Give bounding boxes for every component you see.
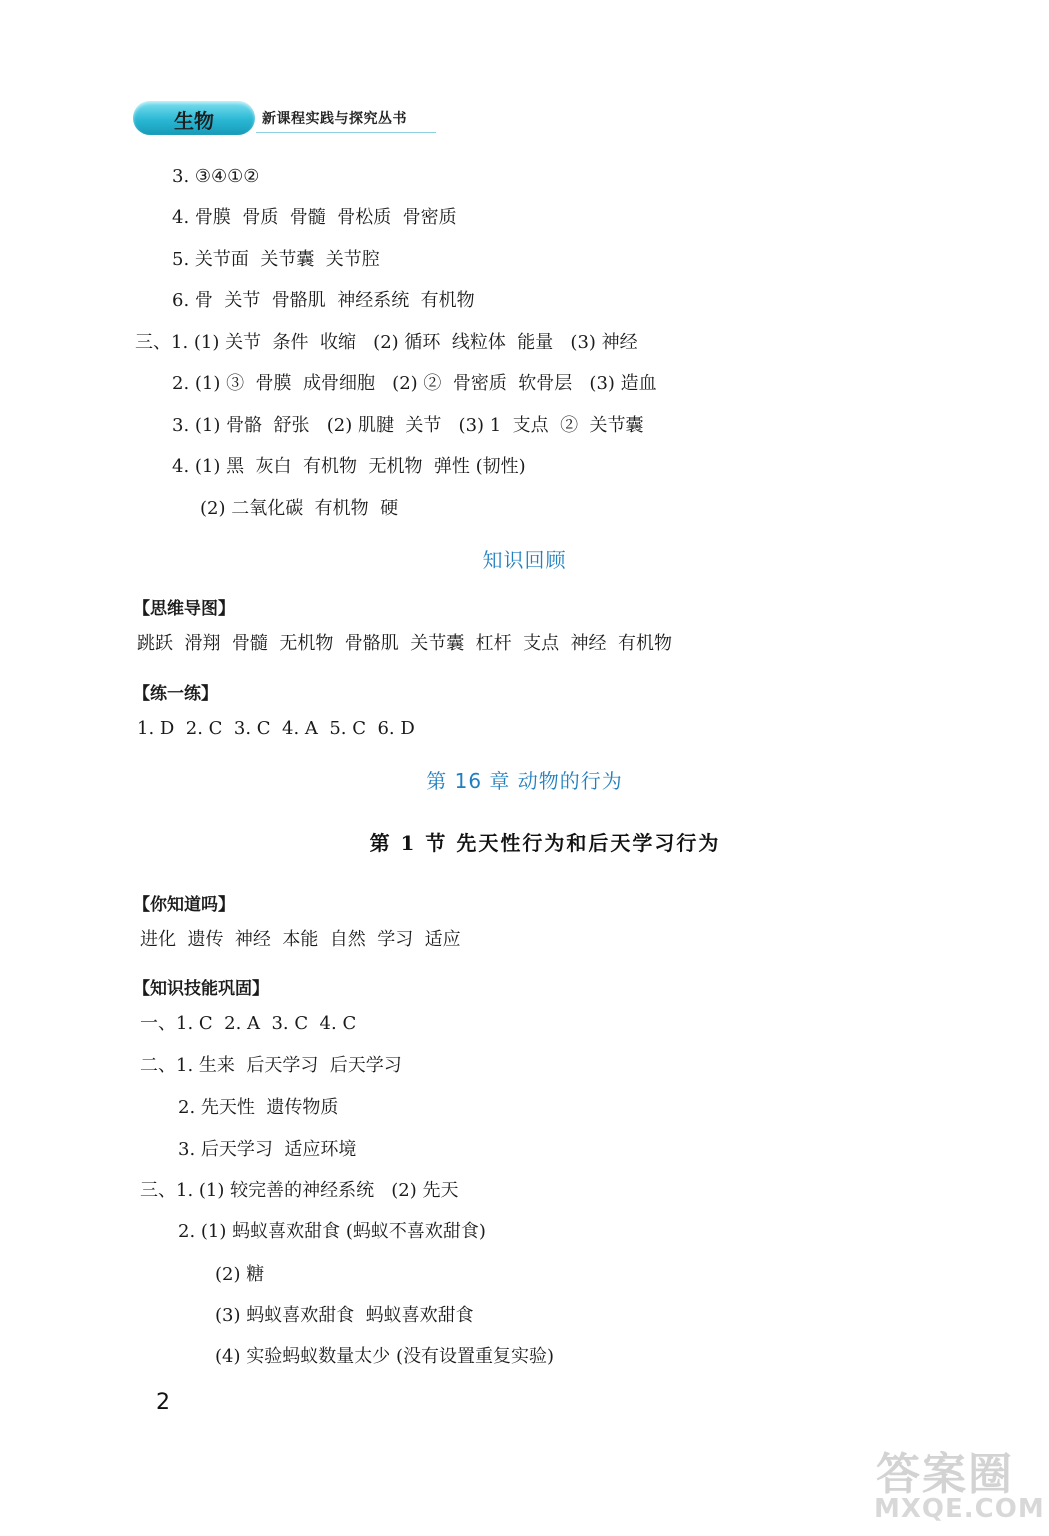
answer-line: 三、1. (1) 较完善的神经系统 (2) 先天: [140, 1180, 459, 1201]
mindmap-heading: 【思维导图】: [133, 599, 235, 619]
section-title: 第 1 节 先天性行为和后天学习行为: [369, 831, 721, 855]
answer-line: 3. (1) 骨骼 舒张 (2) 肌腱 关节 (3) 1 支点 ② 关节囊: [172, 415, 644, 436]
header-divider: [256, 132, 436, 133]
answer-line: 2. 先天性 遗传物质: [178, 1097, 339, 1118]
answer-line: 4. (1) 黑 灰白 有机物 无机物 弹性 (韧性): [172, 456, 526, 477]
answer-line: 3. ③④①②: [172, 166, 260, 187]
practice-heading: 【练一练】: [133, 684, 218, 704]
know-answers: 进化 遗传 神经 本能 自然 学习 适应: [140, 929, 461, 950]
know-heading: 【你知道吗】: [133, 895, 235, 915]
subject-label: 生物: [174, 109, 214, 133]
answer-line: 二、1. 生来 后天学习 后天学习: [140, 1055, 402, 1076]
watermark-text: 答案圈: [876, 1449, 1014, 1500]
answer-line: (3) 蚂蚁喜欢甜食 蚂蚁喜欢甜食: [215, 1305, 474, 1326]
mindmap-answers: 跳跃 滑翔 骨髓 无机物 骨骼肌 关节囊 杠杆 支点 神经 有机物: [137, 633, 672, 654]
answer-line: 4. 骨膜 骨质 骨髓 骨松质 骨密质: [172, 207, 457, 228]
answer-line: (2) 二氧化碳 有机物 硬: [200, 498, 399, 519]
answer-line: 5. 关节面 关节囊 关节腔: [172, 249, 380, 270]
watermark-url: MXQE.COM: [874, 1494, 1045, 1524]
practice-answers: 1. D 2. C 3. C 4. A 5. C 6. D: [137, 718, 415, 739]
answer-line: 一、1. C 2. A 3. C 4. C: [140, 1013, 357, 1034]
answer-line: (2) 糖: [215, 1264, 265, 1285]
answer-line: 2. (1) ③ 骨膜 成骨细胞 (2) ② 骨密质 软骨层 (3) 造血: [172, 373, 657, 394]
series-title: 新课程实践与探究丛书: [262, 111, 407, 127]
answer-line: 三、1. (1) 关节 条件 收缩 (2) 循环 线粒体 能量 (3) 神经: [135, 332, 638, 353]
review-title: 知识回顾: [482, 548, 567, 572]
answer-line: 2. (1) 蚂蚁喜欢甜食 (蚂蚁不喜欢甜食): [178, 1221, 486, 1242]
page-number: 2: [156, 1390, 170, 1415]
skill-heading: 【知识技能巩固】: [133, 979, 269, 999]
answer-line: 6. 骨 关节 骨骼肌 神经系统 有机物: [172, 290, 475, 311]
chapter-title: 第 16 章 动物的行为: [426, 769, 623, 793]
watermark-logo: [866, 1438, 1045, 1528]
header-badge: [133, 101, 255, 135]
answer-line: (4) 实验蚂蚁数量太少 (没有设置重复实验): [215, 1346, 554, 1367]
answer-line: 3. 后天学习 适应环境: [178, 1139, 357, 1160]
